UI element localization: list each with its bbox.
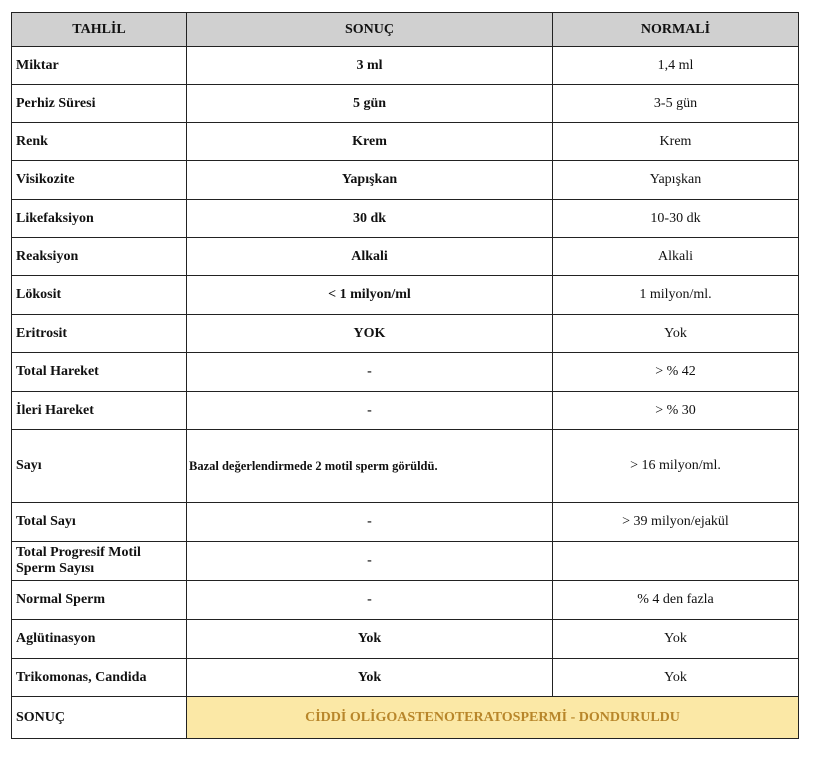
table-row	[12, 123, 799, 161]
test-normal: 10-30 dk	[553, 200, 799, 238]
test-normal: > % 42	[553, 353, 799, 392]
conclusion-label: SONUÇ	[12, 697, 187, 739]
test-normal: % 4 den fazla	[553, 581, 799, 620]
test-name: Eritrosit	[12, 315, 187, 353]
test-normal: Yok	[553, 659, 799, 697]
test-name: Lökosit	[12, 276, 187, 315]
test-name: Sayı	[12, 430, 187, 503]
header-result: SONUÇ	[187, 13, 553, 47]
test-name: Visikozite	[12, 161, 187, 200]
test-normal	[553, 542, 799, 581]
test-name: Trikomonas, Candida	[12, 659, 187, 697]
test-result: YOK	[187, 315, 553, 353]
test-name: Perhiz Süresi	[12, 85, 187, 123]
table-row	[12, 276, 799, 315]
test-result: 3 ml	[187, 47, 553, 85]
test-normal: Yok	[553, 315, 799, 353]
test-result: 5 gün	[187, 85, 553, 123]
test-result: -	[187, 542, 553, 581]
table-row	[12, 581, 799, 620]
table-row	[12, 85, 799, 123]
test-result: Yapışkan	[187, 161, 553, 200]
test-normal: 1,4 ml	[553, 47, 799, 85]
test-normal: Yapışkan	[553, 161, 799, 200]
table-row	[12, 503, 799, 542]
test-name: Total Progresif Motil Sperm Sayısı	[12, 542, 187, 581]
test-name: Miktar	[12, 47, 187, 85]
test-name: Normal Sperm	[12, 581, 187, 620]
test-name: Reaksiyon	[12, 238, 187, 276]
test-normal: Alkali	[553, 238, 799, 276]
test-name: Renk	[12, 123, 187, 161]
header-test: TAHLİL	[12, 13, 187, 47]
test-name: Total Sayı	[12, 503, 187, 542]
header-row	[12, 13, 799, 47]
test-result: < 1 milyon/ml	[187, 276, 553, 315]
table-row	[12, 47, 799, 85]
test-normal: 3-5 gün	[553, 85, 799, 123]
test-result: -	[187, 392, 553, 430]
test-result: Yok	[187, 659, 553, 697]
test-result: 30 dk	[187, 200, 553, 238]
test-normal: Krem	[553, 123, 799, 161]
table-row	[12, 542, 799, 581]
table-row	[12, 353, 799, 392]
table-row	[12, 659, 799, 697]
semen-analysis-table	[11, 12, 799, 739]
test-result: -	[187, 581, 553, 620]
conclusion-row	[12, 697, 799, 739]
test-name: Total Hareket	[12, 353, 187, 392]
table-row	[12, 430, 799, 503]
test-result: -	[187, 503, 553, 542]
test-normal: > 39 milyon/ejakül	[553, 503, 799, 542]
table-row	[12, 620, 799, 659]
test-name: İleri Hareket	[12, 392, 187, 430]
test-name: Likefaksiyon	[12, 200, 187, 238]
test-normal: > 16 milyon/ml.	[553, 430, 799, 503]
conclusion-value: CİDDİ OLİGOASTENOTERATOSPERMİ - DONDURULDU	[187, 697, 799, 739]
table-row	[12, 315, 799, 353]
test-normal: 1 milyon/ml.	[553, 276, 799, 315]
table-row	[12, 392, 799, 430]
test-normal: > % 30	[553, 392, 799, 430]
test-result: Alkali	[187, 238, 553, 276]
table-row	[12, 200, 799, 238]
test-normal: Yok	[553, 620, 799, 659]
table-row	[12, 238, 799, 276]
test-result: Bazal değerlendirmede 2 motil sperm görüldü.	[187, 430, 553, 503]
test-result: Krem	[187, 123, 553, 161]
table-row	[12, 161, 799, 200]
test-name: Aglütinasyon	[12, 620, 187, 659]
test-result: -	[187, 353, 553, 392]
header-normal: NORMALİ	[553, 13, 799, 47]
test-result: Yok	[187, 620, 553, 659]
